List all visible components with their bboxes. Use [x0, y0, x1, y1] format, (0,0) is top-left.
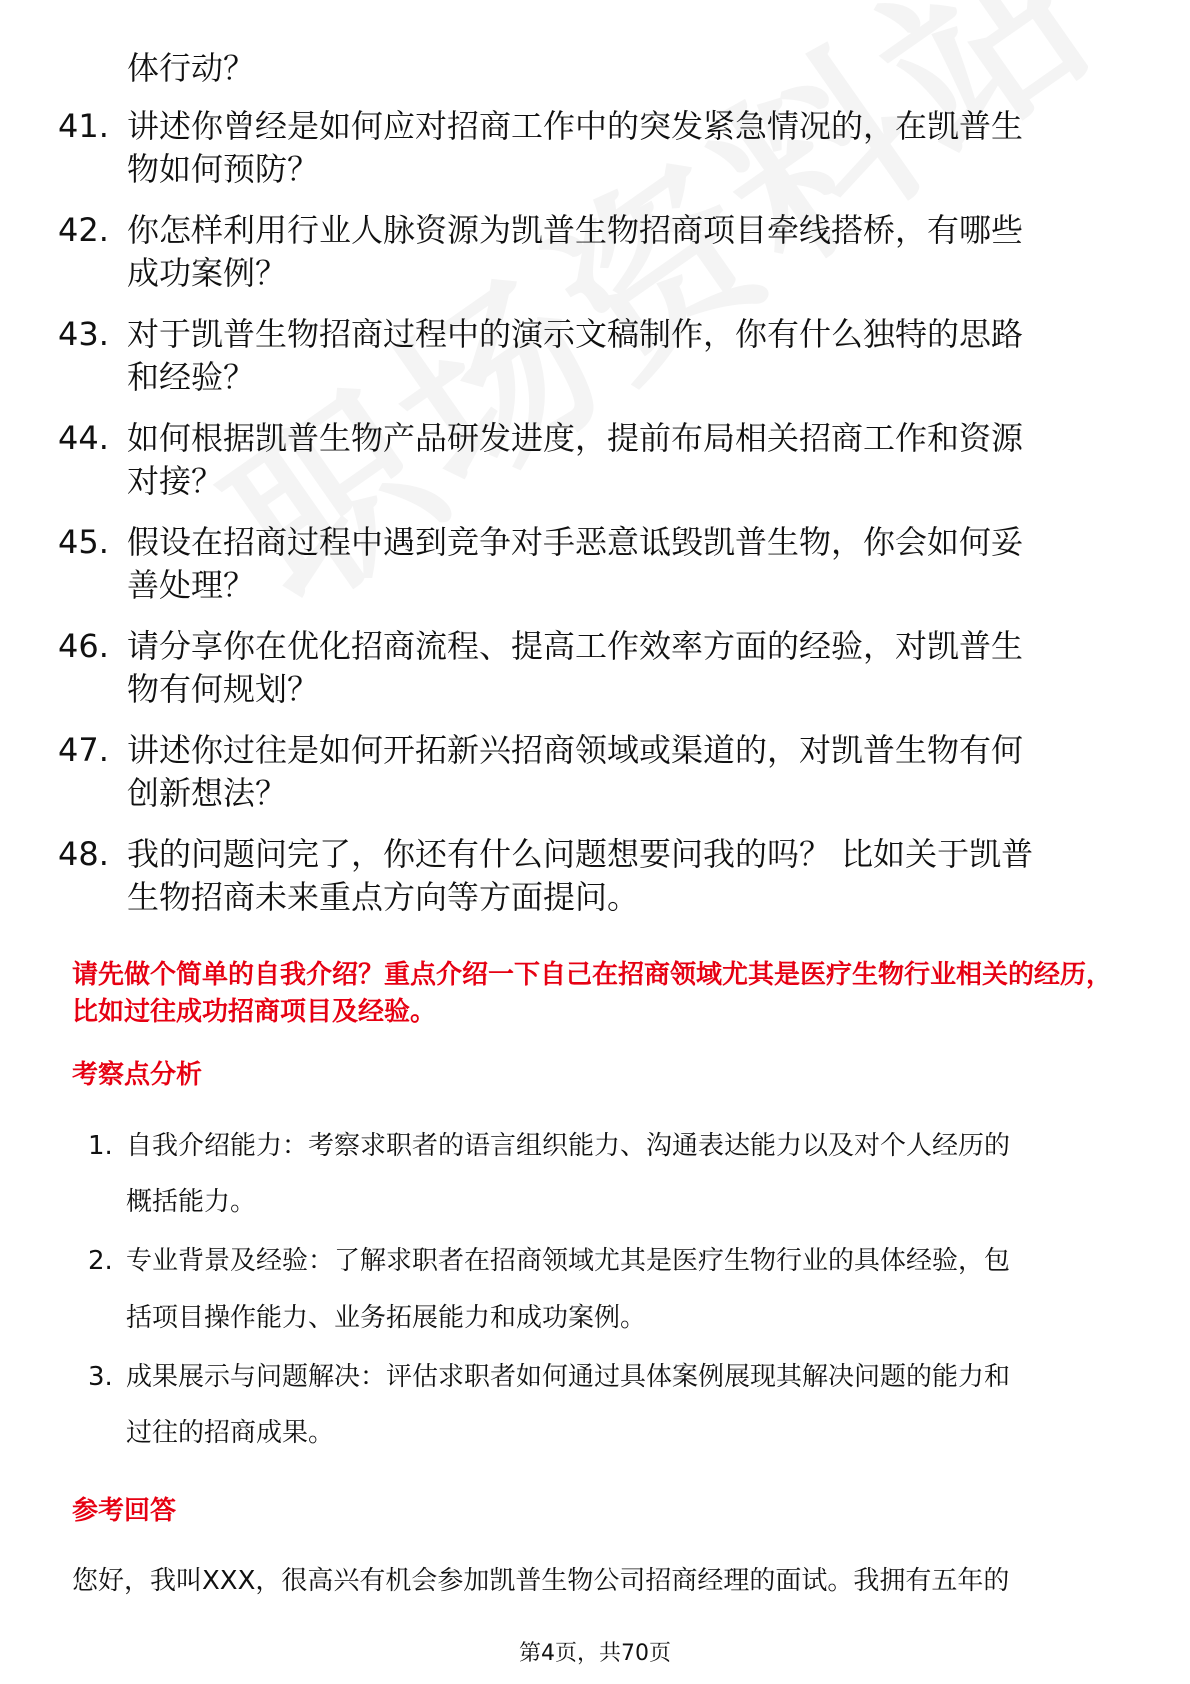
question-number: 46. — [58, 627, 109, 665]
analysis-line: 专业背景及经验：了解求职者在招商领域尤其是医疗生物行业的具体经验，包 — [126, 1246, 1011, 1276]
reference-title: 参考回答 — [72, 1496, 177, 1526]
question-line: 假设在招商过程中遇到竞争对手恶意诋毁凯普生物，你会如何妥 — [127, 523, 1024, 561]
question-line: 创新想法？ — [127, 774, 288, 812]
question-line: 物如何预防？ — [127, 150, 320, 188]
featured-question: 请先做个简单的自我介绍？重点介绍一下自己在招商领域尤其是医疗生物行业相关的经历，比如过往成功招商项目及经验。 — [72, 960, 1113, 1027]
question-number: 41. — [58, 107, 109, 145]
question-line: 善处理？ — [127, 566, 256, 604]
question-number: 47. — [58, 731, 109, 769]
question-line: 生物招商未来重点方向等方面提问。 — [127, 878, 640, 916]
question-line: 对接？ — [127, 462, 224, 500]
question-line: 讲述你曾经是如何应对招商工作中的突发紧急情况的，在凯普生 — [127, 107, 1024, 145]
question-line: 成功案例？ — [127, 254, 288, 292]
analysis-number: 3. — [88, 1362, 113, 1392]
analysis-line: 过往的招商成果。 — [126, 1418, 335, 1448]
reference-answer-text: 您好，我叫XXX，很高兴有机会参加凯普生物公司招商经理的面试。我拥有五年的 — [72, 1566, 1010, 1596]
question-number: 42. — [58, 211, 109, 249]
question-number: 43. — [58, 315, 109, 353]
question-line: 你怎样利用行业人脉资源为凯普生物招商项目牵线搭桥，有哪些 — [127, 211, 1024, 249]
analysis-line: 成果展示与问题解决：评估求职者如何通过具体案例展现其解决问题的能力和 — [126, 1362, 1011, 1392]
question-number: 48. — [58, 835, 109, 873]
question-line: 和经验？ — [127, 358, 256, 396]
question-line: 请分享你在优化招商流程、提高工作效率方面的经验，对凯普生 — [127, 627, 1024, 665]
question-number: 45. — [58, 523, 109, 561]
question-line: 讲述你过往是如何开拓新兴招商领域或渠道的，对凯普生物有何 — [127, 731, 1024, 769]
question-line: 体行动？ — [127, 49, 256, 87]
question-line: 物有何规划？ — [127, 670, 320, 708]
question-number: 44. — [58, 419, 109, 457]
analysis-number: 2. — [88, 1246, 113, 1276]
analysis-title: 考察点分析 — [72, 1060, 203, 1090]
analysis-number: 1. — [88, 1131, 113, 1161]
analysis-line: 自我介绍能力：考察求职者的语言组织能力、沟通表达能力以及对个人经历的 — [126, 1131, 1011, 1161]
analysis-line: 概括能力。 — [126, 1187, 257, 1217]
question-line: 我的问题问完了，你还有什么问题想要问我的吗？ 比如关于凯普 — [127, 835, 1034, 873]
question-line: 如何根据凯普生物产品研发进度，提前布局相关招商工作和资源 — [127, 419, 1024, 457]
page-number: 第4页，共70页 — [519, 1641, 671, 1666]
question-line: 对于凯普生物招商过程中的演示文稿制作，你有什么独特的思路 — [127, 315, 1024, 353]
analysis-line: 括项目操作能力、业务拓展能力和成功案例。 — [126, 1303, 647, 1333]
